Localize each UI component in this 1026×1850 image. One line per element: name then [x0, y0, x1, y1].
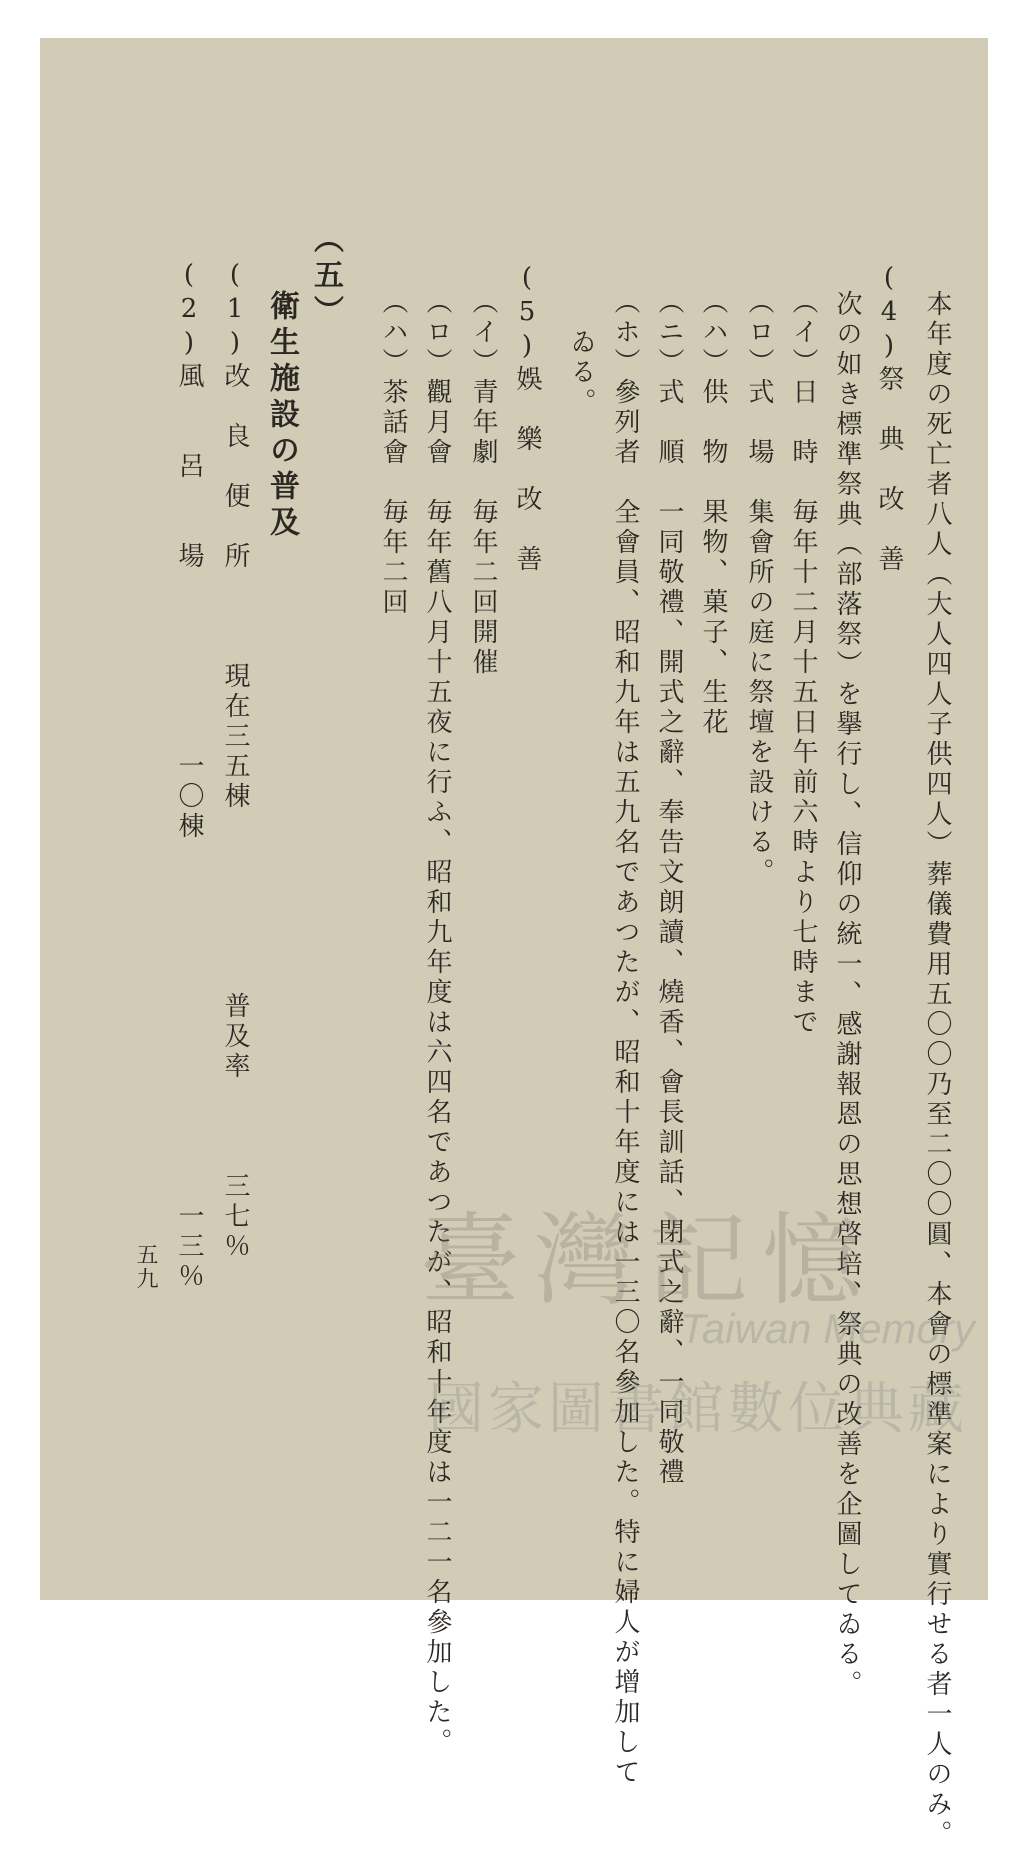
text-column-funeral-summary: 本年度の死亡者八人（大人四人子供四人）葬儀費用五〇〇乃至二〇〇圓、本會の標準案により實行せる者一人のみ。	[922, 290, 952, 1850]
text-column-tea-party: （ハ）茶話會 毎年二回	[378, 288, 408, 618]
text-column-item-i-datetime: （イ）日 時 毎年十二月十五日午前六時より七時まで	[788, 288, 818, 1038]
text-column-item-ni-order: （ニ）式 順 一同敬禮、開式之辭、奉告文朗讀、燒香、會長訓話、閉式之辭、一同敬禮	[654, 288, 684, 1488]
text-column-continuation: ゐる。	[566, 328, 596, 418]
text-column-item-ho-participants: （ホ）參列者 全會員、昭和九年は五九名であつたが、昭和十年度には一三〇名參加した。特に婦人が增加して	[610, 288, 640, 1788]
chapter-title: 衛生施設の普及	[264, 290, 299, 542]
text-column-festival-intro: 次の如き標準祭典（部落祭）を擧行し、信仰の統一、感謝報恩の思想啓培、祭典の改善を企圖してゐる。	[832, 290, 862, 1700]
watermark-english: Taiwan Memory	[680, 1305, 975, 1352]
text-column-moon-viewing: （ロ）觀月會 毎年舊八月十五夜に行ふ、昭和九年度は六四名であつたが、昭和十年度は一二一名參加した。	[422, 288, 452, 1758]
text-column-item-ha-offerings: （ハ）供 物 果物、菓子、生花	[698, 288, 728, 738]
section-4-heading: (4)祭 典 改 善	[874, 263, 904, 575]
chapter-number: （五）	[308, 223, 343, 331]
section-5-heading: (5)娛 樂 改 善	[512, 263, 542, 575]
watermark-calligraphy: 臺灣記憶	[420, 1202, 876, 1319]
text-column-item-ro-venue: （ロ）式 場 集會所の庭に祭壇を設ける。	[744, 288, 774, 888]
row-bath-facilities: (2)風 呂 場 一〇棟 一三％	[174, 260, 204, 1292]
text-column-youth-drama: （イ）青年劇 毎年二回開催	[468, 288, 498, 678]
page-number: 五九	[133, 1243, 158, 1291]
watermark-library-name: 國家圖書館數位典藏	[428, 1377, 968, 1442]
row-improved-toilets: (1)改 良 便 所 現在三五棟 普及率 三七％	[220, 260, 250, 1262]
